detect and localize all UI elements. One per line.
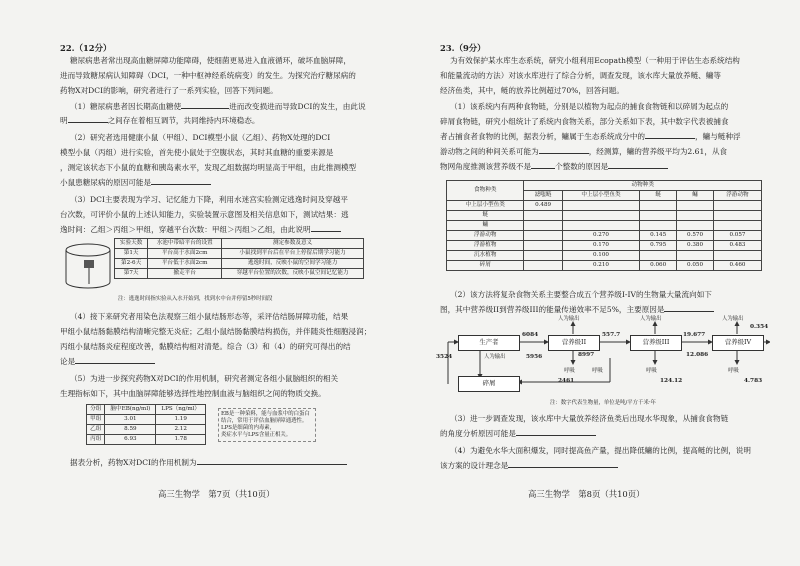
table-cell bbox=[640, 201, 677, 211]
flow-value: 19.677 bbox=[683, 332, 706, 338]
human-output-label: 人为输出 bbox=[484, 354, 506, 360]
table-cell bbox=[677, 221, 714, 231]
producer-box: 生产者 bbox=[458, 335, 520, 351]
q22-intro-line-2: 进而导致糖尿病认知障碍（DCI，一种中枢神经系统病变）的发生。为探究治疗糖尿病的 bbox=[60, 71, 356, 80]
table-cell: 0.460 bbox=[713, 261, 761, 271]
table-cell: 0.145 bbox=[640, 231, 677, 241]
q23-p4-line-2 bbox=[440, 461, 618, 471]
table-cell: 穿越平台位置的次数，反映小鼠空间记忆能力 bbox=[222, 269, 364, 279]
food-table-header: 浮游动物 bbox=[713, 191, 761, 201]
q22-p1-text-a: （1）糖尿病患者因长期高血糖使 bbox=[70, 102, 182, 111]
table-cell: 鲢 bbox=[447, 211, 524, 221]
maze-table bbox=[114, 238, 364, 279]
table-cell: 0.100 bbox=[562, 251, 639, 261]
food-table-header: 中上层小型鱼类 bbox=[562, 191, 639, 201]
answer-blank[interactable] bbox=[664, 311, 714, 312]
table-row bbox=[447, 261, 762, 271]
table-cell: 中上层小型鱼类 bbox=[447, 201, 524, 211]
answer-blank[interactable] bbox=[608, 168, 668, 169]
q23-p4-text: 该方案的设计理念是 bbox=[440, 461, 509, 470]
flow-value: 6084 bbox=[522, 332, 539, 338]
q22-header: 22.（12分） bbox=[60, 43, 112, 53]
flow-value: 0.354 bbox=[750, 324, 769, 330]
table-cell bbox=[713, 201, 761, 211]
q23-p1-text-d: ，经测算，鳙的营养级平均为2.61，从食 bbox=[588, 147, 728, 156]
q22-p4-line-3: 丙组小鼠结肠炎症程度改善，黏膜结构相对清楚。综合（3）和（4）的研究可得出的结 bbox=[60, 342, 351, 351]
food-table-header: 鳙 bbox=[677, 191, 714, 201]
table-row bbox=[447, 211, 762, 221]
table-cell bbox=[562, 201, 639, 211]
diagram-note: 注：数字代表生物量，单位是吨/平方千米·年 bbox=[550, 400, 656, 406]
flow-value: 2461 bbox=[558, 378, 575, 384]
answer-blank[interactable] bbox=[68, 122, 108, 123]
trophic-level-4-box: 营养级IV bbox=[712, 335, 764, 351]
table-cell: 0.795 bbox=[640, 241, 677, 251]
answer-blank[interactable] bbox=[197, 464, 347, 465]
table-cell: 浮游植物 bbox=[447, 241, 524, 251]
answer-blank[interactable] bbox=[181, 108, 229, 109]
q23-intro-line-1: 为有效保护某水库生态系统，研究小组利用Ecopath模型（一种用于评估生态系统结构 bbox=[450, 56, 740, 65]
eb-table bbox=[86, 404, 206, 445]
table-cell: 0.210 bbox=[562, 261, 639, 271]
trophic-level-2-box: 营养级II bbox=[548, 335, 600, 351]
table-cell bbox=[524, 211, 562, 221]
left-footer: 高三生物学 第7页（共10页） bbox=[158, 489, 275, 499]
table-cell bbox=[562, 221, 639, 231]
table-row bbox=[447, 251, 762, 261]
q22-p2-text: 小鼠患糖尿病的原因可能是 bbox=[60, 178, 152, 187]
table-cell: 0.050 bbox=[677, 261, 714, 271]
q23-p1-line-5 bbox=[440, 162, 668, 172]
q23-p1-line-3 bbox=[440, 132, 741, 142]
answer-blank[interactable] bbox=[311, 231, 341, 232]
q23-p2-line-1: （2）该方法将复杂食物关系主要整合成五个营养级I-IV的生物量大量流向如下 bbox=[450, 290, 712, 299]
q23-p3-line-2 bbox=[440, 429, 596, 439]
table-cell bbox=[524, 261, 562, 271]
table-cell: 碎屑 bbox=[447, 261, 524, 271]
respiration-label: 呼吸 bbox=[564, 368, 575, 374]
q23-intro-line-3: 经济鱼类，其中，鲢的放养比例超过70%，回答问题。 bbox=[440, 86, 624, 95]
energy-flow-diagram bbox=[436, 316, 770, 398]
q22-intro-line-1: 糖尿病患者常出现高血糖屏障功能障碍，使细菌更易进入血液循环，破坏血脑屏障， bbox=[70, 56, 351, 65]
maze-table-header: 实验天数 bbox=[115, 239, 148, 249]
table-cell bbox=[677, 211, 714, 221]
q23-p1-text-f: 个整数的原因是 bbox=[555, 162, 609, 171]
q23-p1-text-e: 物网角度推测该营养级不是 bbox=[440, 162, 532, 171]
food-table bbox=[446, 180, 762, 271]
q22-p5-line-2: 生理指标如下，其中血脑屏障能够选择性地控制血液与脑组织之间的物质交换。 bbox=[60, 389, 326, 398]
q22-p3-line-3 bbox=[60, 225, 341, 235]
table-row bbox=[447, 231, 762, 241]
human-output-label: 人为输出 bbox=[722, 316, 744, 322]
table-cell: 0.170 bbox=[562, 241, 639, 251]
q22-p1-line-1 bbox=[70, 102, 366, 112]
table-cell: 撤走平台 bbox=[148, 269, 222, 279]
eb-table-header: 脑中EB(ng/ml) bbox=[105, 405, 156, 415]
table-cell: 0.380 bbox=[677, 241, 714, 251]
q22-p2-line-2: 模型小鼠（丙组）进行实验，首先使小鼠处于空腹状态，其时其血糖的重要来源是 bbox=[60, 148, 334, 157]
table-cell bbox=[713, 221, 761, 231]
answer-blank[interactable] bbox=[75, 363, 155, 364]
q22-p5-end bbox=[70, 458, 347, 468]
answer-blank[interactable] bbox=[508, 467, 618, 468]
table-row bbox=[447, 201, 762, 211]
table-cell: 0.570 bbox=[677, 231, 714, 241]
table-cell bbox=[713, 211, 761, 221]
respiration-label: 呼吸 bbox=[646, 368, 657, 374]
food-table-header: 滤嗤鲢 bbox=[524, 191, 562, 201]
right-page bbox=[400, 0, 800, 566]
table-cell: 逃逸时间，反映小鼠的空间学习能力 bbox=[222, 259, 364, 269]
q22-p4-line-1: （4）接下来研究者用染色法观察三组小鼠结肠形态等，采评估结肠屏障功能，结果 bbox=[70, 312, 349, 321]
q23-p4-line-1: （4）为避免水华大面积爆发，同时提高鱼产量，提出降低鳙的比例，提高鲢的比例，说明 bbox=[450, 446, 751, 455]
q22-p4-text: 论是 bbox=[60, 357, 76, 366]
human-output-label: 人为输出 bbox=[640, 316, 662, 322]
table-cell: 8.59 bbox=[105, 425, 156, 435]
respiration-label: 呼吸 bbox=[592, 368, 603, 374]
food-table-row-header: 食物种类 bbox=[447, 181, 524, 201]
table-cell: 1.78 bbox=[156, 435, 206, 445]
q23-p1-text-a: 者占捕食者食物的比例，据表分析，鳙属于生态系统成分中的 bbox=[440, 132, 646, 141]
q22-p3-text: 逸时间：乙组＞丙组＞甲组，穿越平台次数：甲组＞丙组＞乙组，由此说明 bbox=[60, 225, 311, 234]
table-cell bbox=[640, 221, 677, 231]
q23-p3-line-1: （3）进一步调查发现，该水库中大量放养经济鱼类后出现水华现象，从捕食食物链 bbox=[450, 414, 729, 423]
q23-p1-line-4 bbox=[440, 147, 727, 157]
flow-value: 124.12 bbox=[660, 378, 683, 384]
flow-value: 3524 bbox=[436, 354, 453, 360]
table-cell: 0.483 bbox=[713, 241, 761, 251]
table-cell: 浮游动物 bbox=[447, 231, 524, 241]
table-cell: 鳙 bbox=[447, 221, 524, 231]
table-cell: 第7天 bbox=[115, 269, 148, 279]
q23-p1-line-2: 碎屑食物链，研究小组统计了系统内食物关系，部分关系如下表，其中数字代表被捕食 bbox=[440, 117, 729, 126]
table-cell bbox=[524, 231, 562, 241]
table-row bbox=[115, 269, 364, 279]
trophic-level-3-box: 营养级III bbox=[630, 335, 682, 351]
table-cell: 1.19 bbox=[156, 415, 206, 425]
table-cell: 平台低于水面2cm bbox=[148, 259, 222, 269]
eb-note-line: EB是一种染料，能与血浆中的白蛋白结合，常用于评估血脑屏障通透性。 bbox=[221, 411, 310, 424]
table-cell: 小鼠找到平台后在平台上停留后期学习能力 bbox=[222, 249, 364, 259]
eb-note-line: LPS是细菌的内毒素， bbox=[221, 425, 276, 431]
q22-p2-line-1: （2）研究者选用健康小鼠（甲组）、DCI模型小鼠（乙组）、药物X处理的DCI bbox=[70, 133, 331, 142]
q22-p2-line-4 bbox=[60, 178, 211, 188]
flow-value: 12.086 bbox=[686, 352, 709, 358]
table-cell: 6.93 bbox=[105, 435, 156, 445]
water-maze-illustration bbox=[62, 240, 114, 292]
table-row bbox=[115, 249, 364, 259]
table-cell bbox=[562, 211, 639, 221]
flow-value: 5956 bbox=[526, 354, 543, 360]
table-cell: 3.01 bbox=[105, 415, 156, 425]
table-cell: 平台高于水面2cm bbox=[148, 249, 222, 259]
flow-value: 4.783 bbox=[744, 378, 763, 384]
detritus-box: 碎屑 bbox=[458, 376, 520, 392]
q22-p1-text-b: 进而改变损进而导致DCI的发生，由此说 bbox=[229, 102, 366, 111]
eb-note-line: 炎症水平与LPS含量正相关。 bbox=[221, 432, 292, 438]
human-output-label: 人为输出 bbox=[558, 316, 580, 322]
q22-p1-text-c: 明 bbox=[60, 116, 68, 125]
q22-p4-line-4 bbox=[60, 357, 155, 367]
q22-p1-line-2 bbox=[60, 116, 259, 126]
answer-blank[interactable] bbox=[516, 435, 596, 436]
table-row bbox=[87, 415, 206, 425]
food-table-header: 鲢 bbox=[640, 191, 677, 201]
eb-note-box bbox=[218, 408, 316, 442]
q22-p3-line-1: （3）DCI主要表现为学习、记忆能力下降，利用水迷宫实验测定逃逸时间及穿越平 bbox=[70, 195, 348, 204]
table-cell: 0.270 bbox=[562, 231, 639, 241]
q23-p2-text: 图，其中营养级II到营养级III的能量传递效率不足5%，主要原因是 bbox=[440, 305, 665, 314]
table-row bbox=[447, 241, 762, 251]
table-row bbox=[87, 425, 206, 435]
q22-p5-line-1: （5）为进一步探究药物X对DCI的作用机制，研究者测定各组小鼠脑组织的相关 bbox=[70, 374, 339, 383]
table-cell: 0.060 bbox=[640, 261, 677, 271]
table-cell: 丙组 bbox=[87, 435, 105, 445]
table-cell bbox=[524, 221, 562, 231]
table-cell: 乙组 bbox=[87, 425, 105, 435]
answer-blank[interactable] bbox=[539, 153, 589, 154]
table-row bbox=[447, 221, 762, 231]
table-row bbox=[87, 435, 206, 445]
q23-p1-text-c: 游动物之间的种间关系可能为 bbox=[440, 147, 539, 156]
food-table-col-group: 动物种类 bbox=[524, 181, 762, 191]
table-cell: 0.489 bbox=[524, 201, 562, 211]
q23-header: 23.（9分） bbox=[440, 43, 486, 53]
table-cell bbox=[640, 251, 677, 261]
q22-p2-line-3: ，测定该状态下小鼠的血糖和胰岛素水平，发现乙组数据均明显高于甲组，由此推测模型 bbox=[60, 163, 357, 172]
table-cell bbox=[713, 251, 761, 261]
table-cell: 0.057 bbox=[713, 231, 761, 241]
table-cell bbox=[677, 201, 714, 211]
table-cell: 第1天 bbox=[115, 249, 148, 259]
eb-table-header: 分组 bbox=[87, 405, 105, 415]
q23-p1-line-1: （1）该系统内有两种食物链，分别是以植物为起点的捕食食物链和以碎屑为起点的 bbox=[450, 102, 729, 111]
answer-blank[interactable] bbox=[645, 138, 695, 139]
table-row bbox=[115, 259, 364, 269]
respiration-label: 呼吸 bbox=[728, 368, 739, 374]
q22-p5-end-text: 据表分析，药物X对DCI的作用机制为 bbox=[70, 458, 197, 467]
table-cell bbox=[640, 211, 677, 221]
table-cell: 2.12 bbox=[156, 425, 206, 435]
q22-intro-line-3: 药物X对DCI的影响，研究者进行了一系列实验，回答下列问题。 bbox=[60, 86, 278, 95]
q22-p4-line-2: 甲组小鼠结肠黏膜结构清晰完整无炎症；乙组小鼠结肠黏膜结构损伤，并伴随炎性细胞浸润； bbox=[60, 327, 372, 336]
answer-blank[interactable] bbox=[151, 184, 211, 185]
q23-intro-line-2: 和能量流动的方法）对该水库进行了综合分析，调查发现，该水库大量放养鲢、鳙等 bbox=[440, 71, 721, 80]
flow-value: 8997 bbox=[578, 352, 595, 358]
maze-table-note: 注：逃逸时间指实验从入水开始到，找到水中台并停留5秒时间段 bbox=[118, 296, 273, 302]
q23-p1-text-b: ，鳙与鲢种浮 bbox=[695, 132, 741, 141]
q22-p1-text-d: 之间存在着相互调节，共同维持内环境稳态。 bbox=[107, 116, 260, 125]
maze-table-header: 测定参数及意义 bbox=[222, 239, 364, 249]
table-cell bbox=[524, 241, 562, 251]
eb-table-header: LPS（ng/ml） bbox=[156, 405, 206, 415]
table-cell: 沉水植物 bbox=[447, 251, 524, 261]
table-cell bbox=[677, 251, 714, 261]
table-cell: 第2-6天 bbox=[115, 259, 148, 269]
table-cell bbox=[524, 251, 562, 261]
flow-value: 557.7 bbox=[602, 332, 621, 338]
answer-blank[interactable] bbox=[531, 168, 555, 169]
maze-table-header: 水池中带暗平台的设置 bbox=[148, 239, 222, 249]
right-footer: 高三生物学 第8页（共10页） bbox=[528, 489, 645, 499]
q23-p3-text: 的角度分析原因可能是 bbox=[440, 429, 516, 438]
table-cell: 甲组 bbox=[87, 415, 105, 425]
q22-p3-line-2: 台次数，可评价小鼠的上述认知能力，实验装置示意图及相关信息如下，测试结果：逃 bbox=[60, 210, 349, 219]
